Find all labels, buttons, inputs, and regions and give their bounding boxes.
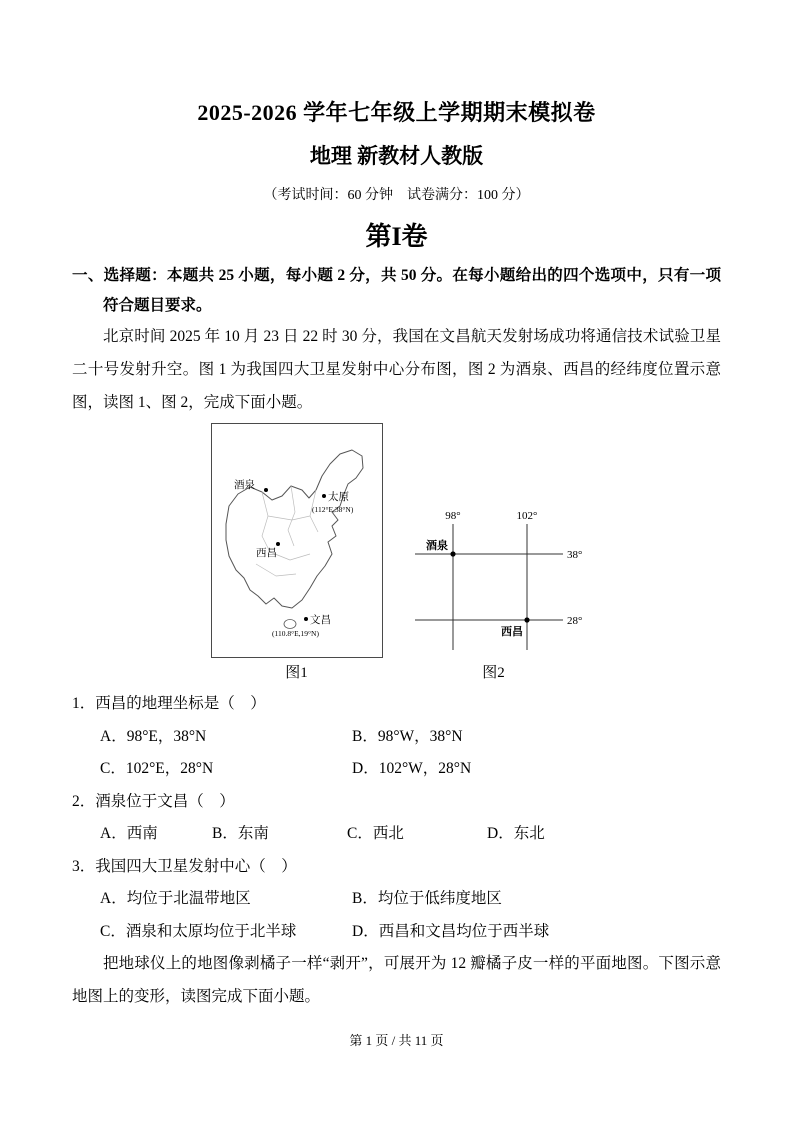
- taiyuan-coord-label: (112°E,38°N): [311, 505, 353, 515]
- question-2-option-d: D．东北: [487, 825, 545, 843]
- section-instruction: 一、选择题：本题共 25 小题，每小题 2 分，共 50 分。在每小题给出的四个选项中，只有一项符合题目要求。: [72, 267, 721, 315]
- figure-1-caption: 图1: [285, 665, 308, 682]
- passage-2: 把地球仪上的地图像剥橘子一样“剥开”，可展开为 12 瓣橘子皮一样的平面地图。下图示意地图上的变形，读图完成下面小题。: [72, 955, 721, 1005]
- china-outline: [226, 450, 363, 608]
- question-2-options: [100, 818, 721, 851]
- xichang-point-label: 西昌: [500, 626, 523, 639]
- question-1-option-c: C．102°E，28°N: [100, 760, 214, 778]
- xichang-marker: [276, 542, 280, 546]
- jiuquan-label: 酒泉: [233, 480, 255, 492]
- question-3-option-d: D．西昌和文昌均位于西半球: [352, 922, 550, 940]
- coordinate-diagram-svg: [405, 508, 583, 658]
- figure-2: [405, 508, 583, 682]
- question-1-options: [100, 721, 721, 786]
- lon-102-label: 102°: [516, 510, 537, 523]
- china-map-svg: [212, 424, 382, 652]
- wenchang-marker: [304, 617, 308, 621]
- taiyuan-label: 太原: [327, 492, 349, 504]
- question-2-option-c: C．西北: [347, 825, 404, 843]
- lat-28-label: 28°: [566, 615, 582, 628]
- question-3-option-b: B．均位于低纬度地区: [352, 890, 502, 908]
- question-1: [72, 688, 721, 786]
- question-2-option-a: A．西南: [100, 825, 158, 843]
- passage-1: 北京时间 2025 年 10 月 23 日 22 时 30 分，我国在文昌航天发射场成功将通信技术试验卫星二十号发射升空。图 1 为我国四大卫星发射中心分布图，图 2 为酒泉、西昌的经纬度位置示意图，读图 1、图 2，完成下面小题。: [72, 328, 721, 411]
- question-2-option-b: B．东南: [212, 825, 269, 843]
- question-3-option-a: A．均位于北温带地区: [100, 890, 251, 908]
- lon-98-label: 98°: [444, 510, 461, 523]
- jiuquan-point-label: 酒泉: [425, 540, 448, 553]
- exam-meta-info: （考试时间：60 分钟 试卷满分：100 分）: [263, 188, 530, 203]
- question-1-option-d: D．102°W，28°N: [352, 760, 472, 778]
- question-1-stem: 1．西昌的地理坐标是（ ）: [72, 695, 266, 713]
- china-map-box: [211, 423, 383, 658]
- xichang-label: 西昌: [255, 548, 277, 560]
- question-2: [72, 786, 721, 851]
- wenchang-coord-label: (110.8°E,19°N): [271, 629, 319, 639]
- exam-title: 2025-2026 学年七年级上学期期末模拟卷: [197, 100, 596, 125]
- volume-heading: 第I卷: [365, 222, 428, 251]
- page-footer: 第 1 页 / 共 11 页: [349, 1033, 444, 1048]
- question-1-option-b: B．98°W，38°N: [352, 727, 463, 745]
- figures-row: [72, 423, 721, 682]
- jiuquan-point: [450, 551, 455, 556]
- figure-2-caption: 图2: [482, 665, 505, 682]
- hainan-island: [284, 620, 296, 629]
- question-3-options: [100, 883, 721, 948]
- figure-1: [211, 423, 383, 682]
- lat-38-label: 38°: [566, 549, 582, 562]
- question-3-option-c: C．酒泉和太原均位于北半球: [100, 922, 297, 940]
- question-3: [72, 851, 721, 949]
- exam-subject: 地理 新教材人教版: [309, 144, 484, 168]
- question-3-stem: 3．我国四大卫星发射中心（ ）: [72, 857, 297, 875]
- jiuquan-marker: [264, 488, 268, 492]
- wenchang-label: 文昌: [309, 615, 331, 627]
- province-borders: [256, 486, 318, 576]
- question-2-stem: 2．酒泉位于文昌（ ）: [72, 792, 235, 810]
- taiyuan-marker: [322, 494, 326, 498]
- xichang-point: [524, 617, 529, 622]
- question-1-option-a: A．98°E，38°N: [100, 727, 207, 745]
